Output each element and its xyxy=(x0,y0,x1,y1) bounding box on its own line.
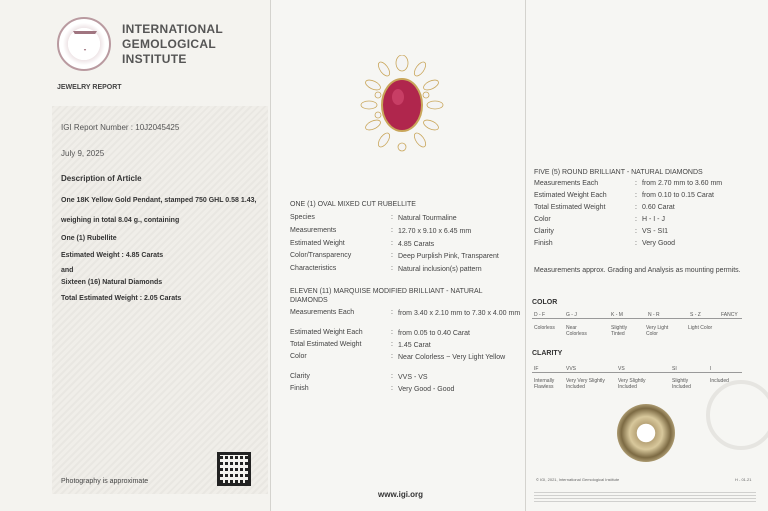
clarity-desc: Very Slightly Included xyxy=(618,378,646,390)
clarity-grade: I xyxy=(710,366,712,372)
color-scale-bar xyxy=(532,318,742,319)
marquise-title: ELEVEN (11) MARQUISE MODIFIED BRILLIANT - NATURAL DIAMONDS xyxy=(290,288,483,304)
mounting-note: Measurements approx. Grading and Analysis as mounting permits. xyxy=(534,267,741,274)
color-grade: K - M xyxy=(611,312,623,318)
clarity-grade: SI xyxy=(672,366,677,372)
clarity-desc: Very Very Slightly Included xyxy=(566,378,605,390)
clarity-grade: VS xyxy=(618,366,625,372)
round-title: FIVE (5) ROUND BRILLIANT - NATURAL DIAMONDS xyxy=(534,169,703,176)
watermark-icon xyxy=(706,380,768,450)
org-name: INTERNATIONAL GEMOLOGICAL INSTITUTE xyxy=(122,22,224,66)
description-line: One 18K Yellow Gold Pendant, stamped 750 GHL 0.58 1.43, xyxy=(61,197,257,204)
color-grade: D - F xyxy=(534,312,546,318)
color-scale-heading: COLOR xyxy=(532,299,558,306)
description-title: Description of Article xyxy=(61,174,142,183)
clarity-desc: Internally Flawless xyxy=(534,378,555,390)
qr-code-icon[interactable] xyxy=(217,452,251,486)
photo-note: Photography is approximate xyxy=(61,478,149,485)
clarity-desc: Included xyxy=(710,378,729,384)
description-line: Estimated Weight : 4.85 Carats xyxy=(61,252,164,259)
igi-seal-icon xyxy=(57,17,111,71)
description-line: Sixteen (16) Natural Diamonds xyxy=(61,279,163,286)
color-grade: G - J xyxy=(566,312,577,318)
color-desc: Near Colorless xyxy=(566,325,587,337)
description-line: One (1) Rubellite xyxy=(61,235,117,242)
clarity-scale-bar xyxy=(532,372,742,373)
color-desc: Colorless xyxy=(534,325,555,331)
description-line: and xyxy=(61,267,74,274)
clarity-scale-heading: CLARITY xyxy=(532,350,563,357)
report-type: JEWELRY REPORT xyxy=(57,84,122,91)
color-grade: FANCY xyxy=(721,312,738,318)
copyright: © IGI, 2021, International Gemological Institute xyxy=(536,477,620,482)
igi-report: INTERNATIONAL GEMOLOGICAL INSTITUTE JEWELRY REPORT IGI Report Number : 10J2045425 July 9, 2025 Description of Article One 18K Yellow Gold Pendant, stamped 750 GHL 0.58 1.43, weighing in total 8.04 g., containing One (1) Rubellite Estimated Weight : 4.85 Carats and Sixteen (16) Natural Diamonds Total Estimated Weight : 2.05 Carats Photography is approximate ONE (1) OVAL MIXED CUT RUBELLITE Species : Natural Tourmaline Measurements : 12.70 x 9.10 x 6.45 mm Estimated Weight : 4.85 Carats Color/Transparency : Deep Purplish Pink, Transparent Characteristics : Natural inclusion(s) pattern ELEVEN (11) MARQUISE MODIFIED BRILLIANT - NATURAL DIAMONDS Measurements Each : from 3.40 x 2.10 mm to 7.30 x 4.00 mm Estimated Weight Each : from 0.05 to 0.40 Carat Total Estimated Weight : 1.45 Carat Color : Near Colorless ~ Very Light Yellow Clarity : VVS - VS Finish : Very Good - Good www.igi.org FIVE (5) ROUND BRILLIANT - NATURAL DIAMONDS Measurements Each : from 2.70 mm to 3.60 mm Estimated Weight Each : from 0.10 to 0.15 Carat Total Estimated Weight : 0.60 Carat Color : H - I - J Clarity : VS - SI1 Finish : Very Good Measurements approx. Grading and Analysis as mounting permits. COLOR D - F G - J K - M N - R S - Z FANCY Colorless Near Colorless Slightly Tinted Very Light Color Light Color CLARITY IF VVS VS SI I Internally Flawless Very Very Slightly Included Very Slightly Included Slightly Included Included © IGI, 2021, International Gemological Institute H - 01.21 xyxy=(0,0,768,511)
color-grade: N - R xyxy=(648,312,660,318)
fine-print xyxy=(534,490,756,502)
color-desc: Light Color xyxy=(688,325,713,331)
report-date: July 9, 2025 xyxy=(61,149,105,158)
pendant-photo xyxy=(356,55,448,153)
gold-security-seal-icon xyxy=(617,404,675,462)
description-line: weighing in total 8.04 g., containing xyxy=(61,217,180,224)
color-desc: Very Light Color xyxy=(646,325,669,337)
rubellite xyxy=(382,79,422,131)
clarity-grade: IF xyxy=(534,366,539,372)
website-link[interactable]: www.igi.org xyxy=(378,490,424,499)
color-desc: Slightly Tinted xyxy=(611,325,628,337)
clarity-desc: Slightly Included xyxy=(672,378,691,390)
center-stone-title: ONE (1) OVAL MIXED CUT RUBELLITE xyxy=(290,201,416,208)
form-code: H - 01.21 xyxy=(735,477,752,482)
clarity-grade: VVS xyxy=(566,366,577,372)
report-number: IGI Report Number : 10J2045425 xyxy=(61,123,180,132)
description-line: Total Estimated Weight : 2.05 Carats xyxy=(61,295,182,302)
color-grade: S - Z xyxy=(690,312,701,318)
